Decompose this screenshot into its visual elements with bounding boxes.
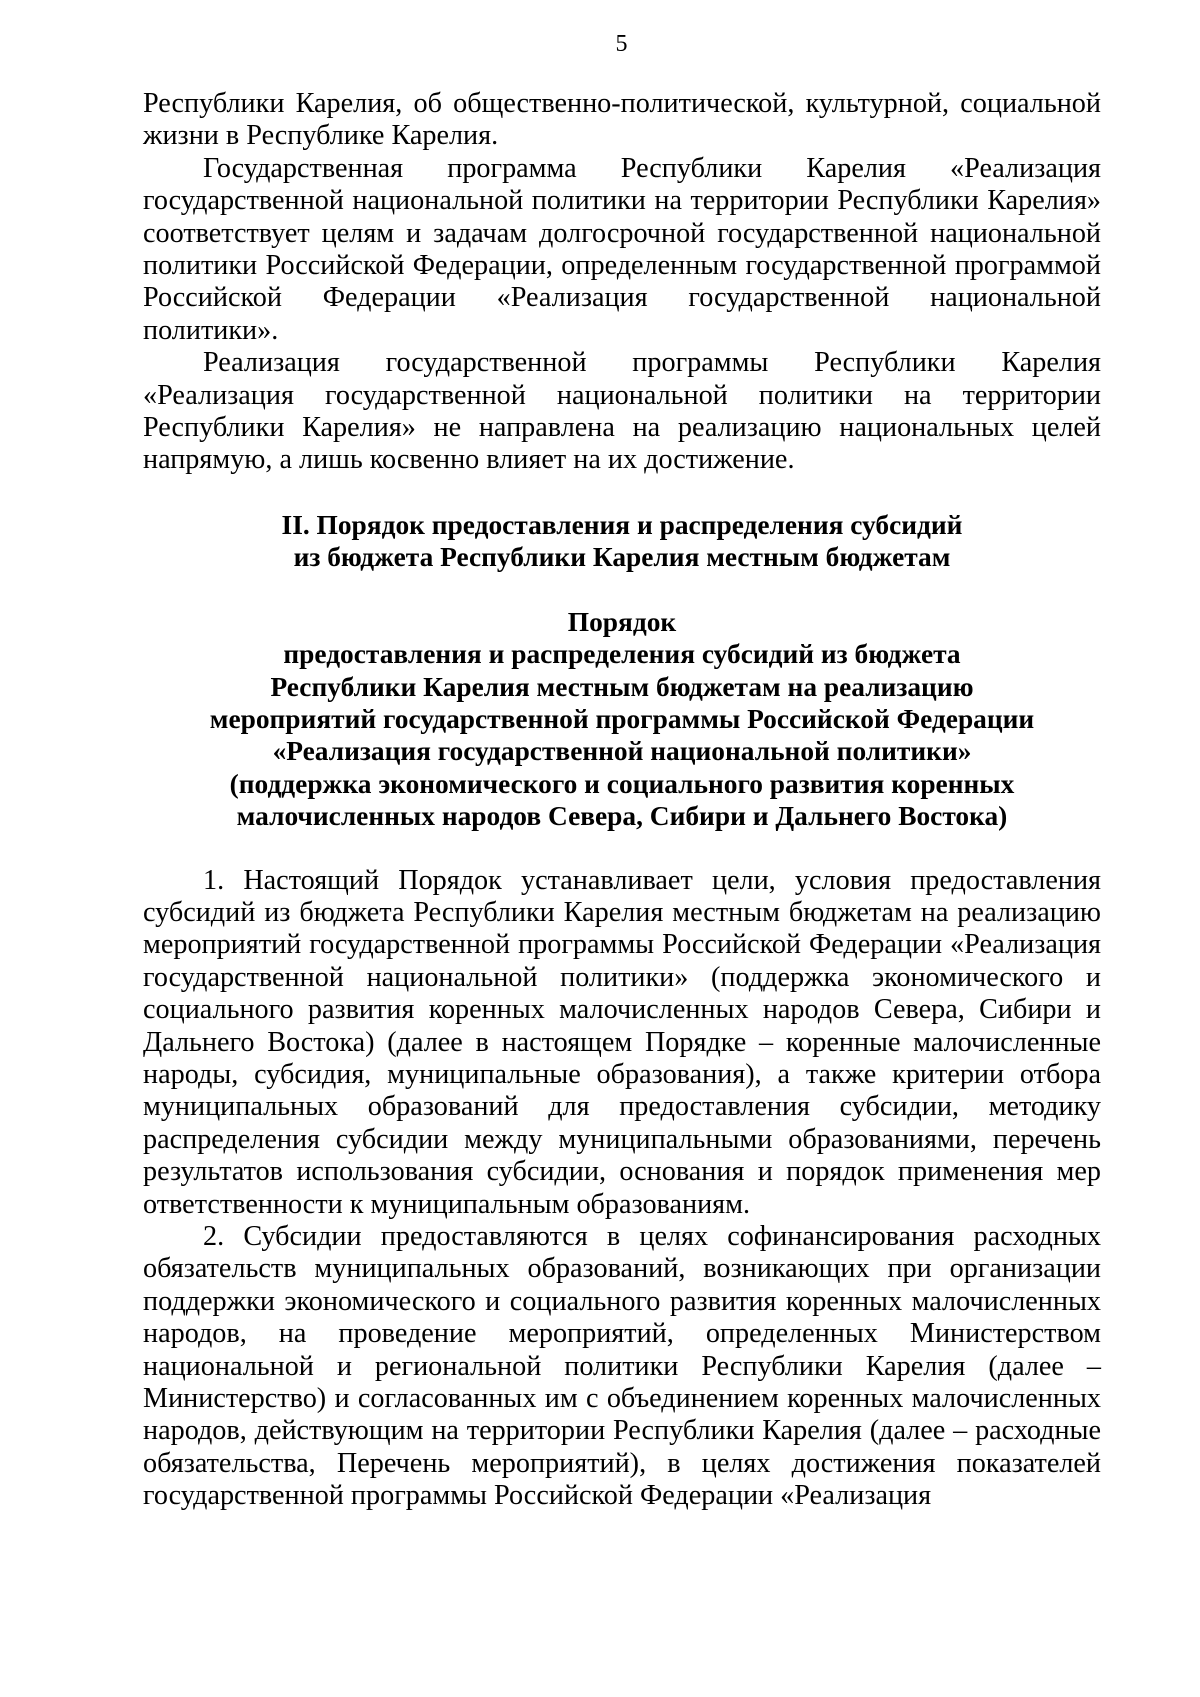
paragraph-item-2: 2. Субсидии предоставляются в целях софинансирования расходных обязательств муниципальных образований, возникающих при организации поддержки экономического и социального развития коренных малочисленных народов, на проведение мероприятий, определенных Министерством национальной и региональной политики Республики Карелия (далее – Министерство) и согласованных им с объединением коренных малочисленных народов, действующим на территории Республики Карелия (далее – расходные обязательства, Перечень мероприятий), в целях достижения показателей государственной программы Российской Федерации «Реализация (143, 1221, 1101, 1512)
paragraph-program-goals: Государственная программа Республики Карелия «Реализация государственной национальной политики на территории Республики Карелия» соответствует целям и задачам долгосрочной государственной национальной политики Российской Федерации, определенным государственной программой Российской Федерации «Реализация государственной национальной политики». (143, 152, 1101, 346)
section-heading-line: II. Порядок предоставления и распределения субсидий (281, 509, 963, 540)
spacer (143, 574, 1101, 606)
order-heading-line: предоставления и распределения субсидий из бюджета (283, 639, 961, 670)
section-heading (143, 509, 1101, 574)
order-heading (143, 606, 1101, 833)
paragraph-item-1: 1. Настоящий Порядок устанавливает цели, условия предоставления субсидий из бюджета Республики Карелия местным бюджетам на реализацию мероприятий государственной программы Российской Федерации «Реализация государственной национальной политики» (поддержка экономического и социального развития коренных малочисленных народов Севера, Сибири и Дальнего Востока) (далее в настоящем Порядке – коренные малочисленные народы, субсидия, муниципальные образования), а также критерии отбора муниципальных образований для предоставления субсидии, методику распределения субсидии между муниципальными образованиями, перечень результатов использования субсидии, основания и порядок применения мер ответственности к муниципальным образованиям. (143, 864, 1101, 1220)
order-heading-line: (поддержка экономического и социального развития коренных (229, 768, 1015, 799)
section-heading-line: из бюджета Республики Карелия местным бюджетам (293, 542, 951, 573)
page-number: 5 (615, 31, 628, 57)
order-heading-line: Порядок (567, 606, 677, 637)
order-heading-line: малочисленных народов Севера, Сибири и Дальнего Востока) (236, 801, 1008, 832)
paragraph-continuation: Республики Карелия, об общественно-политической, культурной, социальной жизни в Республике Карелия. (143, 88, 1101, 152)
spacer (143, 477, 1101, 509)
order-heading-line: Республики Карелия местным бюджетам на реализацию (270, 671, 974, 702)
spacer (143, 833, 1101, 865)
order-heading-line: мероприятий государственной программы Российской Федерации (209, 703, 1035, 734)
document-body (143, 88, 1101, 1513)
paragraph-national-goals: Реализация государственной программы Республики Карелия «Реализация государственной национальной политики на территории Республики Карелия» не направлена на реализацию национальных целей напрямую, а лишь косвенно влияет на их достижение. (143, 347, 1101, 476)
order-heading-line: «Реализация государственной национальной политики» (272, 736, 972, 767)
